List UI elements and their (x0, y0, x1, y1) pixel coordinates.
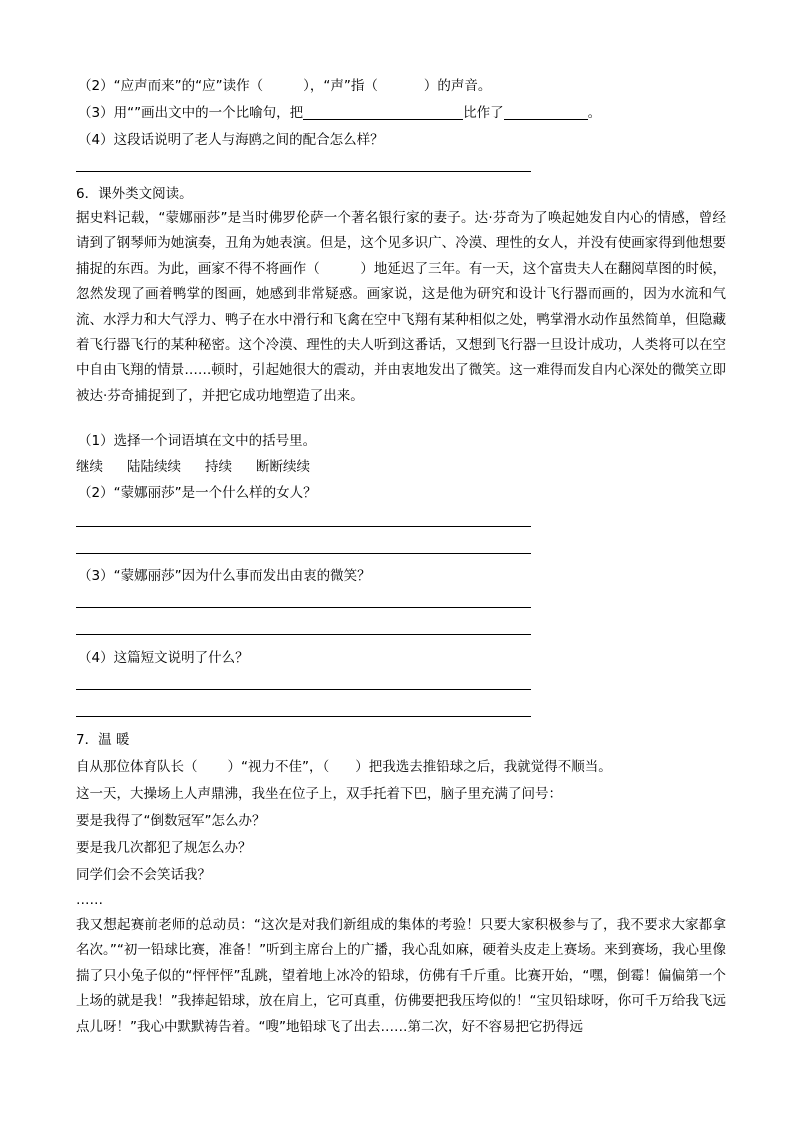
q7-line-1-text-a: 自从那位体育队长（ (76, 759, 198, 775)
q7-passage: 我又想起赛前老师的总动员：“这次是对我们新组成的集体的考验！只要大家积极参与了，我不要求大家都拿名次。”“初一铅球比赛，准备！”听到主席台上的广播，我心乱如麻，硬着头皮走上赛场。来到赛场，我心里像揣了只小兔子似的“怦怦怦”乱跳，望着地上冰冷的铅球，仿佛有千斤重。比赛开始，“嘿，倒霉！偏偏第一个上场的就是我！”我捧起铅球，放在肩上，它可真重，仿佛要把我压垮似的！“宝贝铅球呀，你可千万给我飞远点儿呀！”我心中默默祷告着。“嗖”地铅球飞了出去……第二次，好不容易把它扔得远 (76, 917, 726, 1035)
q7-line-4: 要是我几次都犯了规怎么办？ (76, 840, 252, 856)
answer-line[interactable] (76, 716, 531, 717)
word-option: 陆陆续续 (127, 459, 181, 475)
q7-line-1 (76, 758, 612, 776)
q6-item-4: （4）这篇短文说明了什么？ (78, 650, 249, 666)
q5-item-2 (78, 77, 491, 95)
q5-item-3-text-c: 。 (587, 105, 602, 121)
q6-item-2: （2）“蒙娜丽莎”是一个什么样的女人？ (78, 485, 317, 501)
q7-line-3: 要是我得了“倒数冠军”怎么办？ (76, 813, 266, 829)
q5-item-3-text-a: （3）用“”画出文中的一个比喻句，把 (78, 105, 304, 121)
answer-blank[interactable] (303, 105, 463, 120)
q5-item-2-text-b: ），“声”指（ (303, 78, 378, 94)
q5-item-3 (78, 104, 601, 122)
q5-item-4: （4）这段话说明了老人与海鸥之间的配合怎么样？ (78, 132, 384, 148)
q7-line-6: …… (76, 892, 103, 908)
word-option: 持续 (205, 459, 232, 475)
q7-line-1-text-c: ）把我选去推铅球之后，我就觉得不顺当。 (355, 759, 612, 775)
q6-passage: 据史料记载，“蒙娜丽莎”是当时佛罗伦萨一个著名银行家的妻子。达·芬奇为了唤起她发自内心的情感，曾经请到了钢琴师为她演奏，丑角为她表演。但是，这个见多识广、冷漠、理性的女人，并没有使画家得到他想要捕捉的东西。为此，画家不得不将画作（ ）地延迟了三年。有一天，这个富贵夫人在翻阅草图的时候，忽然发现了画着鸭掌的图画，她感到非常疑惑。画家说，这是他为研究和设计飞行器而画的，因为水流和气流、水浮力和大气浮力、鸭子在水中滑行和飞禽在空中飞翔有某种相似之处，鸭掌滑水动作虽然简单，但隐藏着飞行器飞行的某种秘密。这个冷漠、理性的夫人听到这番话，又想到飞行器一旦设计成功，人类将可以在空中自由飞翔的情景……顿时，引起她很大的震动，并由衷地发出了微笑。这一难得而发自内心深处的微笑立即被达·芬奇捕捉到了，并把它成功地塑造了出来。 (76, 210, 726, 404)
word-options (76, 458, 310, 476)
q6-heading: 6．课外类文阅读。 (76, 186, 193, 202)
word-option: 断断续续 (256, 459, 310, 475)
answer-line[interactable] (76, 553, 531, 554)
q7-line-5: 同学们会不会笑话我？ (76, 867, 211, 883)
q5-item-3-text-b: 比作了 (463, 105, 504, 121)
answer-line[interactable] (76, 689, 531, 690)
q7-heading: 7．温 暖 (76, 732, 130, 748)
q7-line-2: 这一天，大操场上人声鼎沸，我坐在位子上，双手托着下巴，脑子里充满了问号： (76, 786, 562, 802)
q6-item-1: （1）选择一个词语填在文中的括号里。 (78, 433, 317, 449)
answer-blank[interactable] (504, 105, 588, 120)
q5-item-2-text-a: （2）“应声而来”的“应”读作（ (78, 78, 264, 94)
q7-line-1-text-b: ）“视力不佳”，（ (227, 759, 330, 775)
answer-line[interactable] (76, 171, 531, 172)
q6-item-3: （3）“蒙娜丽莎”因为什么事而发出由衷的微笑？ (78, 568, 371, 584)
word-option: 继续 (76, 459, 103, 475)
q5-item-2-text-c: ）的声音。 (423, 78, 492, 94)
answer-line[interactable] (76, 607, 531, 608)
answer-line[interactable] (76, 634, 531, 635)
answer-line[interactable] (76, 526, 531, 527)
